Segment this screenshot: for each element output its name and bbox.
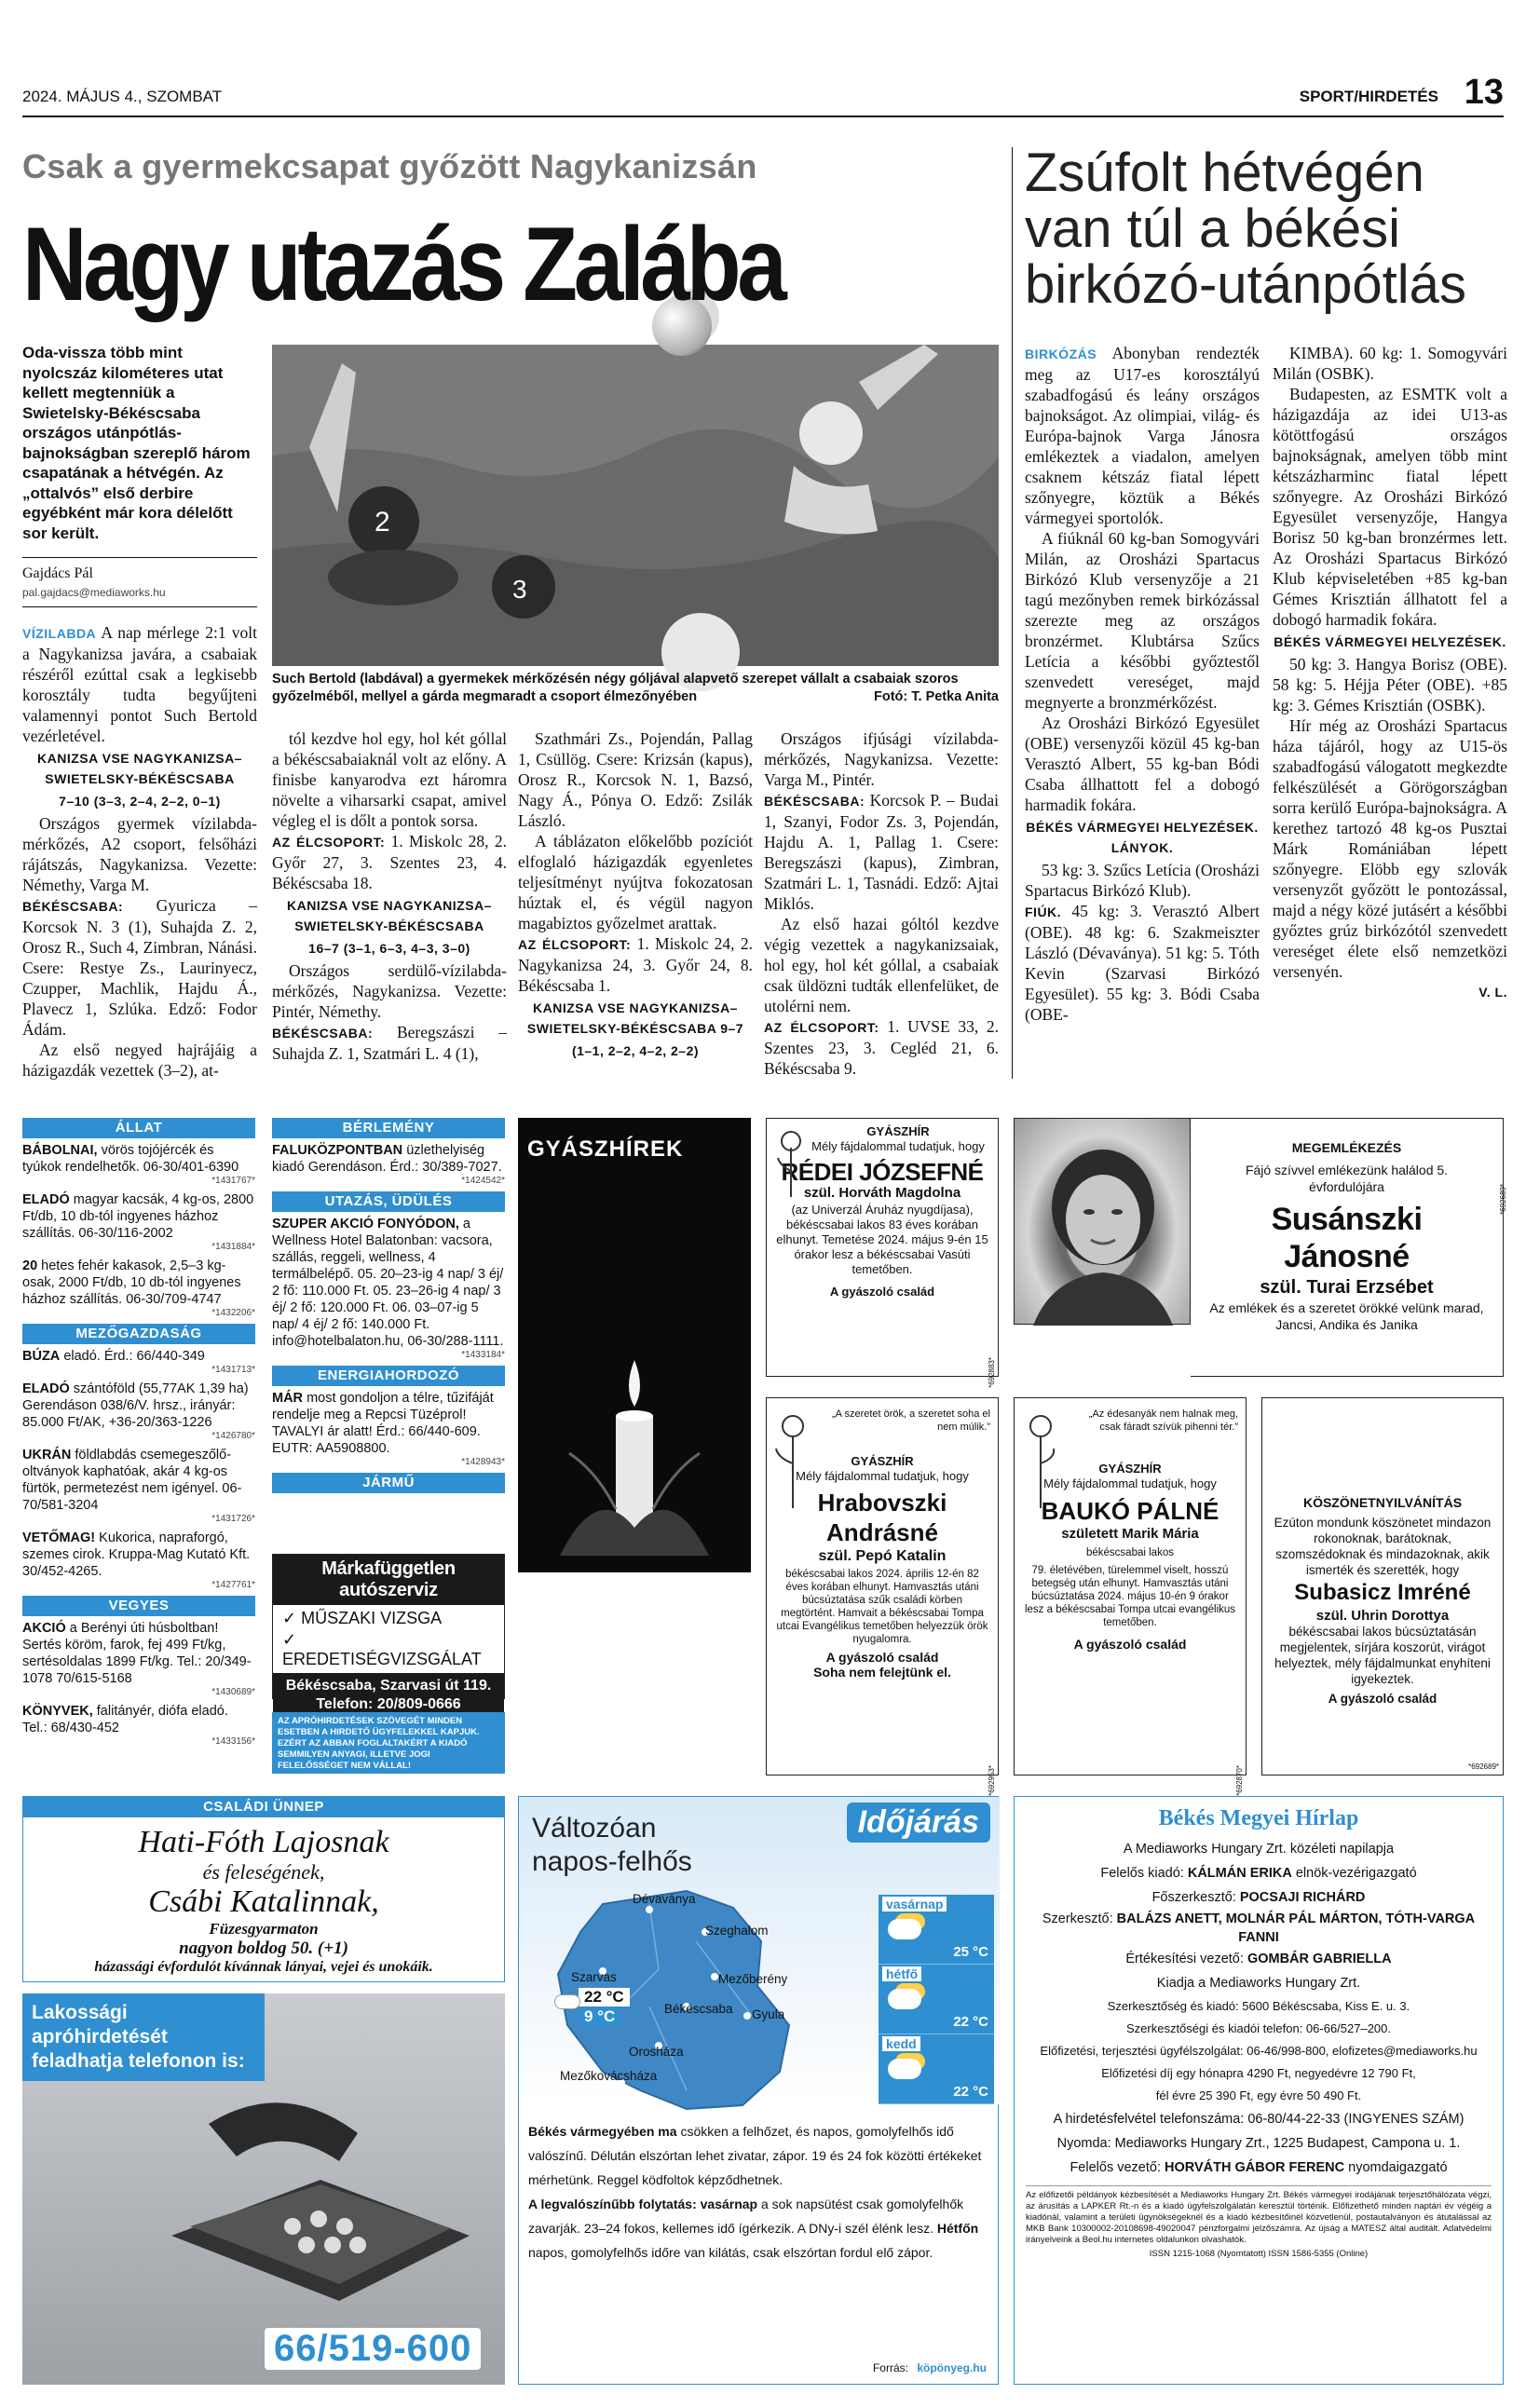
imprint-value: BALÁZS ANETT, MOLNÁR PÁL MÁRTON, TÓTH-VARGA FANNI [1116,1911,1476,1945]
imprint-key: Felelős vezető: [1070,2160,1161,2175]
weather-box [518,1796,999,2385]
rose-icon [772,1408,810,1510]
classified-ad-text: a Wellness Hotel Balatonban: vacsora, szállás, reggeli, wellness, 4 termálbelépő. 05. 20–23-ig 4 nap/ 3 éj/ 2 fő: 110.000 Ft. 05. 23–26-ig 4 nap/ 3 éj/ 2 fő: 120.000 Ft. 06. 03–07-ig 5 nap/ 4 éj/ 2 fő: 140.000 Ft. info@hotelbalaton.hu, 06-30/288-1111. [272,1217,504,1349]
classified-disclaimer: AZ APRÓHIRDETÉSEK SZÖVEGÉT MINDEN ESETBEN A HIRDETŐ ÜGYFELEKKEL KAPJUK. EZÉRT AZ ABBAN FOGLALTAKÉRT A KIADÓ SEMMILYEN ANYAGI, ILLETVE JOGI FELELŐSSÉGET NEM VÁLLAL! [272,1712,505,1774]
thanks-content [1262,1398,1503,1707]
paragraph-lead: BIRKÓZÁS [1025,347,1097,361]
forecast-temp: 25 °C [953,1944,988,1960]
classified-ad-text: magyar kacsák, 4 kg-os, 2800 Ft/db, 10 db-tól ingyenes házhoz szállítás. 06-30/116-2002 [22,1192,254,1241]
redei-code: *692883* [988,1357,996,1388]
redei-name: RÉDEI JÓZSEFNÉ [781,1158,984,1186]
svg-text:2: 2 [375,507,390,537]
result-heading: KANIZSA VSE NAGYKANIZSA– SWIETELSKY-BÉKÉSCSABA 9–7 [526,1000,744,1036]
paragraph [764,914,999,1016]
paragraph [1273,343,1507,384]
hrab-head: GYÁSZHÍR [851,1454,914,1468]
car-ad-item-2: ✓ EREDETISÉGVIZSGÁLAT [282,1630,482,1668]
imprint-value: HORVÁTH GÁBOR FERENC [1165,2160,1345,2175]
imprint-box [1014,1796,1504,2385]
candle-icon [541,1341,728,1565]
weather-title: Időjárás [847,1803,990,1843]
result-heading: 7–10 (3–3, 2–4, 2–2, 0–1) [59,794,221,809]
car-ad-title: Márkafüggetlen autószerviz [273,1555,504,1605]
paragraph-text: tól kezdve hol egy, hol két góllal a békéscsabaiaknál volt az előny. A finisbe kanyarodva ezt háromra növelte a viharsarki csapat, amivel végleg el is dőlt a pontok sorsa. [272,729,507,830]
classified-ad [272,1216,505,1350]
photo-credit: Fotó: T. Petka Anita [874,689,999,704]
classified-ad-lead: KÖNYVEK, [22,1704,93,1719]
imprint-key: Főszerkesztő: [1151,1890,1236,1905]
imprint-key: Szerkesztő: [1042,1911,1113,1926]
imprint-role: elnök-vezérigazgató [1295,1866,1417,1881]
classified-ad [22,1620,255,1687]
classifieds-col-1 [22,1118,255,1752]
paragraph [764,728,999,790]
car-ad-contact [273,1673,504,1718]
thanks-maiden: szül. Uhrin Dorottya [1315,1608,1450,1624]
imprint-line: Nyomda: Mediaworks Hungary Zrt., 1225 Budapest, Campona u. 1. [1056,2136,1461,2151]
memorial-maiden: szül. Turai Erzsébet [1260,1277,1434,1298]
classified-ad-lead: BÁBOLNAI, [22,1143,98,1158]
classified-ad [22,1191,255,1242]
classified-ad [22,1142,255,1176]
paragraph [1025,860,1260,901]
forecast-day-label: kedd [882,2036,920,2051]
paragraph [22,813,257,895]
thanks-body: békéscsabai lakos búcsúztatásán megjelentek, sírjára koszorút, virágot helyeztek, mély fájdalmunkat enyhíteni igyekeztek. [1274,1625,1491,1686]
partly-cloudy-icon [888,1989,921,2009]
classified-ad-text: falitányér, diófa eladó. Tel.: 68/430-452 [22,1704,228,1735]
imprint-value: GOMBÁR GABRIELLA [1247,1952,1392,1966]
classified-category: ÁLLAT [22,1118,255,1138]
article-kicker: Csak a gyermekcsapat győzött Nagykanizsán [22,147,757,185]
rose-icon [1020,1408,1057,1510]
forecast-panel [879,1895,994,2104]
paragraph-text: 1. UVSE 33, 2. Szentes 23, 3. Cegléd 21, 6. Békéscsaba 9. [764,1017,1000,1078]
thanks-head: KÖSZÖNETNYILVÁNÍTÁS [1302,1495,1463,1510]
classified-category: MEZŐGAZDASÁG [22,1324,255,1344]
paragraph-text: 1. Miskolc 24, 2. Nagykanizsa 24, 3. Győr 24, 8. Békéscsaba 1. [518,934,754,995]
forecast-day [879,1895,994,1965]
classified-ad-code: *1426780* [211,1431,255,1441]
imprint-line [1026,1861,1492,1885]
paragraph-lead: BÉKÉSCSABA: [272,1026,374,1041]
memorial-head: MEGEMLÉKEZÉS [1291,1140,1402,1155]
bauko-code: *692870* [1235,1765,1244,1796]
car-ad-address: Békéscsaba, Szarvasi út 119. [285,1678,492,1694]
imprint-line: Kiadja a Mediaworks Hungary Zrt. [1156,1976,1361,1991]
paragraph-text: Az Orosházi Birkózó Egyesület (OBE) versenyzői közül 45 kg-ban Verasztó Albert, 55 kg-ban Bódi Csaba állhattott fel a dobogó harmadik fokára. [1025,714,1260,814]
classified-ad-code: *1433184* [461,1350,505,1360]
imprint-line: Előfizetési díj egy hónapra 4290 Ft, negyedévre 12 790 Ft, [1101,2066,1416,2080]
wrestling-column-2 [1273,343,1507,1002]
paragraph-text: 50 kg: 3. Hangya Borisz (OBE). 58 kg: 5. Héjja Péter (OBE). +85 kg: 3. Gémes Krisztián (OSBK). [1273,655,1507,714]
weather-text [528,2119,990,2265]
classified-ad-text: üzlethelyiség kiadó Gerendáson. Érd.: 30/389-7027. [272,1143,502,1175]
classifieds-col-2 [272,1118,505,1497]
forecast-temp: 22 °C [953,2084,988,2100]
bauko-intro: Mély fájdalommal tudatjuk, hogy [1043,1476,1217,1490]
classified-ad-code: *1431713* [211,1365,255,1375]
bauko-body: 79. életévében, türelemmel viselt, hosszú betegség után elhunyt. Hamvasztás utáni búcsúztatása 2024. május 10-én 9 órakor lesz a békéscsabai Tompa utcai evangélikus temetőben. [1024,1565,1236,1628]
article-lead: Oda-vissza több mint nyolcszáz kilométeres utat kellett megtenniük a Swietelsky-Békéscsaba országos utánpótlás-bajnokságban szereplő három csapatának a hétvégén. Az „ottalvós” első derbire egyébként már kora délelőtt sor került. [22,344,251,542]
classified-ad-code: *1428943* [461,1457,505,1467]
paragraph [1025,343,1260,528]
weather-cloud-icon [554,1994,580,2009]
svg-text:3: 3 [512,575,527,604]
paragraph-text: Abonyban rendezték meg az U17-es korosztályú szabadfogású és leány országos bajnokságot. Az olimpiai, világ- és Európa-bajnok Varga Jánosra emlékeztek a viadalon, amelyen csaknem kétszáz fiatal lépett szőnyegre, köztük a Békés vármegyei sportolók. [1025,344,1260,527]
classified-ad-text: hetes fehér kakasok, 2,5–3 kg-osak, 2000 Ft/db, 10 db-tól ingyenes házhoz szállítás. 06-30/709-4747 [22,1258,241,1307]
person-icon [1015,1119,1192,1326]
classified-ad [22,1381,255,1431]
paragraph [1025,713,1260,815]
memorial-code: *692689* [1499,1184,1507,1215]
imprint-line [1026,1947,1492,1971]
paragraph-text: 1. Miskolc 28, 2. Győr 27, 3. Szentes 23, 4. Békéscsaba 18. [272,832,508,892]
imprint-key: Értékesítési vezető: [1125,1952,1244,1966]
classified-ad-code: *1424542* [461,1176,505,1186]
paragraph-lead: FIÚK. [1025,905,1062,919]
bauko-sign: A gyászoló család [1073,1637,1187,1652]
classified-ad-code: *1432206* [211,1308,255,1318]
classified-ad [272,1390,505,1457]
paragraph [272,831,507,893]
paragraph-lead: VÍZILABDA [22,626,97,641]
classified-category: JÁRMŰ [272,1473,505,1493]
classified-ad-text: eladó. Érd.: 66/440-349 [63,1349,205,1364]
photo-caption [272,671,999,706]
paragraph-text: Korcsok P. – Budai 1, Szanyi, Fodor Zs. 3, Pojendán, Hajdu A. 1, Pallag 1. Csere: Beregszászi (kapus), Zimbran, Szatmári L. 1, Tasnádi. Edző: Ajtai Miklós. [764,791,1000,913]
paragraph-text: 53 kg: 3. Szűcs Letícia (Orosházi Spartacus Birkózó Klub). [1025,861,1260,900]
classified-category: UTAZÁS, ÜDÜLÉS [272,1191,505,1212]
classified-ad-lead: BÚZA [22,1349,61,1364]
article-headline: Nagy utazás Zalába [22,206,783,322]
thanks-name: Subasicz Imréné [1294,1580,1471,1605]
paragraph-text: Az első negyed hajrájáig a házigazdák vezettek (3–2), at- [22,1041,257,1080]
result-heading: 16–7 (3–1, 6–3, 4–3, 3–0) [308,941,470,956]
paragraph-text: Beregszászi – Suhajda Z. 1, Szatmári L. 4 (1), [272,1023,507,1063]
imprint-value: KÁLMÁN ERIKA [1187,1866,1292,1881]
classified-category: VEGYES [22,1596,255,1616]
thanks-intro: Ezúton mondunk köszönetet mindazon rokonoknak, barátoknak, szomszédoknak és mindazoknak, akik ismerték és szerették, hogy [1274,1516,1492,1577]
telephone-icon [153,2068,488,2310]
classified-ad-code: *1431884* [211,1242,255,1252]
wp-column-3 [518,728,753,1063]
paragraph-text: Országos ifjúsági vízilabda-mérkőzés, Nagykanizsa. Vezette: Varga M., Pintér. [764,729,999,789]
classified-ad-lead: UKRÁN [22,1448,72,1462]
hrab-body: békéscsabai lakos 2024. április 12-én 82 éves korában elhunyt. Hamvasztás utáni búcsúztatása szűk családi körben megtörtént. Hamvait a békéscsabai Tompa utcai Evangélikus temetőben helyezzük örök nyugalomra. [776,1569,988,1645]
town-szarvas: Szarvas [571,1970,617,1984]
classified-ad [272,1142,505,1176]
wt-text-2: a sok napsütést csak gomolyfelhők zavarják. 23–24 fokos, kellemes idő ígérkezik. A DNy-i szél élénk lesz. [528,2197,964,2236]
wrestling-divider [1012,147,1013,1079]
classified-ad-text: szántóföld (55,77AK 1,39 ha) Gerendáson 038/6/V. hrsz., irányár: 85.000 Ft/AK, +36-20/363-1226 [22,1381,249,1430]
forecast-day [879,1965,994,2034]
result-heading: KANIZSA VSE NAGYKANIZSA– SWIETELSKY-BÉKÉSCSABA [37,751,242,786]
paragraph-text: 45 kg: 3. Verasztó Albert (OBE). 48 kg: 6. Szakmeiszter László (Dévaványa). 51 kg: 5. Tóth Kevin (Szarvasi Birkózó Egyesület). 55 kg: 3. Bódi Csaba (OBE- [1025,902,1260,1024]
classified-ad-lead: AKCIÓ [22,1621,66,1636]
partly-cloudy-icon [888,2059,921,2079]
classified-ad-lead: ELADÓ [22,1192,70,1207]
classified-ad-code: *1431767* [211,1176,255,1186]
paragraph-text: A nap mérlege 2:1 volt a Nagykanizsa javára, a csabaiak részéről ezúttal csak a legkisebb korosztály tudta begyűjteni valamennyi pontot Such Bertold vezérletével. [22,623,257,745]
paragraph [1273,715,1507,982]
result-heading: BÉKÉS VÁRMEGYEI HELYEZÉSEK. LÁNYOK. [1026,820,1259,855]
memorial-susanszki [1191,1118,1507,1377]
source-label: Forrás: [872,2361,908,2374]
weather-max: 22 °C [579,1988,630,2007]
classified-ad-text: vörös tojójércék és tyúkok rendelhetők. 06-30/401-6390 [22,1143,239,1175]
author-email: pal.gajdacs@mediaworks.hu [22,586,257,607]
phone-ad-number: 66/519-600 [265,2328,481,2370]
hrab-name-1: Hrabovszki [817,1489,947,1517]
hrab-intro: Mély fájdalommal tudatjuk, hogy [796,1469,969,1483]
classified-ad-lead: 20 [22,1258,38,1273]
forecast-temp: 22 °C [953,2014,988,2030]
classified-ad-lead: VETŐMAG! [22,1531,96,1545]
paragraph-text: Országos gyermek vízilabda-mérkőzés, A2 csoport, felsőházi rájátszás, Nagykanizsa. Vezette: Némethy, Varga M. [22,814,257,894]
imprint-value: POCSAJI RICHÁRD [1239,1890,1366,1905]
partly-cloudy-icon [888,1919,921,1939]
classified-ad-code: *1430689* [211,1687,255,1697]
paragraph-lead: BÉKÉSCSABA: [764,794,865,809]
town-szeghalom: Szeghalom [705,1924,769,1938]
paragraph [764,1016,999,1079]
paragraph [1025,528,1260,713]
wt-lead-2b: vasárnap [700,2197,758,2211]
town-devavanya: Dévaványa [633,1892,696,1906]
wt-lead-2: A legvalószínűbb folytatás: [528,2197,697,2211]
car-ad-item-1: ✓ MŰSZAKI VIZSGA [282,1609,443,1627]
source-name[interactable]: köpönyeg.hu [917,2361,987,2374]
obituary-banner [518,1118,751,1572]
imprint-line: Szerkesztőségi és kiadói telefon: 06-66/527–200. [1125,2021,1392,2035]
article-signature: V. L. [1478,985,1507,1000]
paragraph [22,1040,257,1081]
paragraph-text: KIMBA). 60 kg: 1. Somogyvári Milán (OSBK). [1273,344,1507,383]
thanks-subasicz [1261,1397,1504,1775]
imprint-line: fél évre 25 390 Ft, egy évre 50 490 Ft. [1155,2088,1362,2102]
wt-lead-1: Békés vármegyében ma [528,2124,677,2139]
hrab-code: *692953* [988,1765,996,1796]
paragraph-text: Szathmári Zs., Pojendán, Pallag 1, Csüllög. Csere: Krizsán (kapus), Orosz R., Korcsok N. 1, Bazsó, Nagy Á., Pónya O. Edző: Zsilák László. [518,729,753,830]
forecast-day [879,2034,994,2104]
paragraph [272,1022,507,1064]
obituary-redei [766,1118,999,1388]
classified-ad-code: *1427761* [211,1580,255,1590]
paragraph [518,933,753,996]
classified-ad-text: a Berényi úti húsboltban! Sertés köröm, farok, fej 499 Ft/kg, sertésoldalas 1899 Ft/kg. Tel.: 20/349-1078 70/615-5168 [22,1621,252,1686]
imprint-line: A Mediaworks Hungary Zrt. közéleti napilapja [1123,1842,1395,1857]
classified-ad-code: *1431726* [211,1514,255,1524]
weather-source [873,2361,987,2374]
paragraph [764,790,999,914]
imprint-line [1026,1885,1492,1910]
town-gyula: Gyula [752,2007,785,2021]
classified-ad-lead: ELADÓ [22,1381,70,1396]
imprint-line: Előfizetési, terjesztési ügyfélszolgálat: 06-46/998-800, elofizetes@mediaworks.hu [1040,2044,1478,2058]
classified-ad [22,1703,255,1736]
phone-ad-text: Lakossági apróhirdetését feladhatja telefonon is: [22,1993,265,2081]
imprint-line: A hirdetésfelvétel telefonszáma: 06-80/44-22-33 (INGYENES SZÁM) [1053,2112,1465,2127]
wrestling-column-1 [1025,343,1260,1025]
author-name: Gajdács Pál [22,565,93,581]
paragraph [1025,901,1260,1025]
town-mezobereny: Mezőberény [718,1972,788,1986]
hrab-quote: „A szeretet örök, a szeretet soha el nem múlik.” [832,1408,990,1433]
gyaszhirek-label: GYÁSZHÍREK [527,1136,684,1162]
wrestling-headline: Zsúfolt hétvégén van túl a békési birkózó-utánpótlás [1025,143,1466,315]
paper-name: Békés Megyei Hírlap [1158,1806,1359,1830]
hrab-name-2: Andrásné [826,1518,938,1546]
imprint-key: Felelős kiadó: [1100,1866,1184,1881]
wt-text-1: csökken a felhőzet, és napos, gomolyfelhős idő valószínű. Délután elszórtan lehet zivatar, zápor. 19 és 24 fok közötti értékeket mérhetünk. Reggel ködfoltok képződhetnek. [528,2124,982,2187]
classified-ad-text: Kukorica, napraforgó, szemes cirok. Kruppa-Mag Kutató Kft. 30/452-4265. [22,1531,251,1579]
weather-min: 9 °C [579,2007,620,2026]
redei-intro: Mély fájdalommal tudatjuk, hogy [811,1139,985,1153]
paragraph-lead: BÉKÉSCSABA: [22,899,124,914]
paragraph-lead: AZ ÉLCSOPORT: [272,835,386,850]
wt-text-3: napos, gomolyfelhős időre van kilátás, csak elszórtan fordul elő zápor. [528,2245,933,2260]
redei-maiden: szül. Horváth Magdolna [803,1185,961,1201]
classified-category: ENERGIAHORDOZÓ [272,1366,505,1386]
photo-illustration [272,345,999,666]
rose-icon [772,1124,810,1199]
paragraph-text: Hír még az Orosházi Spartacus háza tájáról, hogy az U15-ös szabadfogású válogatott megkezdte felkészülését a Görögországban sorra kerülő Európa-bajnokságra. A kerethez tartozó 48 kg-os Pusztai Márk Romániában lépett szőnyegre. Elöbb egy szlovák versenyzőt győzött le pontozással, majd a négy közé jutásért a későbbi győztes grúz birkózótól szenvedett vereséget élete első nemzetközi versenyén. [1273,716,1507,981]
bauko-head: GYÁSZHÍR [1098,1462,1162,1476]
paragraph-text: Budapesten, az ESMTK volt a házigazdája az idei U13-as kötöttfogású országos bajnokságnak, amelyen több mint kétszázharminc fiatal lépett szőnyegre. Az Orosházi Birkózó Egyesület versenyzője, Hangya Borisz 50 kg-ban bronzérmes lett. Az Orosházi Spartacus Birkózó Klub képviseletében +85 kg-ban Gémes Krisztián állhatott fel a dobogó harmadik fokára. [1273,385,1507,629]
forecast-day-label: vasárnap [882,1897,947,1911]
bauko-maiden: született Marik Mária [1061,1526,1199,1542]
author-block [22,557,257,607]
town-mezokovacshaza: Mezőkovácsháza [560,2069,658,2083]
thanks-code: *692689* [1468,1762,1499,1771]
imprint-small: Az előfizetői példányok kézbesítését a Mediaworks Hungary Zrt. Békés vármegyei irodájának terjesztőhálózata végzi, az árusítás a LAPKER Rt.-n és a kiadó ügyfelszolgálatán keresztül történik. Előfizethető minden naptári év végéig a kiadónál, valamint a területi ügynökségeknél és a kiadó kézbesítőinél közvetlenül, postautalványon és átutalással az MKB Bank 10300002-20108698-49020047 pénzforgalmi jelzőszámra. Az újság a MATESZ által auditált. Adatvédelmi irányelveink a Beol.hu internetes oldalunkon olvashatók. [1026,2185,1492,2246]
paragraph [1273,384,1507,630]
classified-ad [22,1530,255,1580]
town-bekescsaba: Békéscsaba [664,2002,733,2016]
classified-ad [22,1447,255,1514]
car-ad-phone: Telefon: 20/809-0666 [316,1696,461,1712]
family-body [23,1817,504,1976]
paragraph-text: Az első hazai góltól kezdve végig vezettek a nagykanizsaiak, hol egy, hol két góllal, a csabaiak csak üldözni tudták ellenfelüket, de utolérni nem. [764,915,999,1015]
paragraph [1273,654,1507,715]
wt-lead-3: Hétfőn [936,2221,979,2236]
obituary-hrabovszki [766,1397,999,1796]
imprint-lines [1026,1837,1492,2180]
classified-ad [22,1258,255,1308]
issue-date: 2024. MÁJUS 4., SZOMBAT [22,88,223,105]
portrait-photo [1014,1118,1191,1325]
memorial-body: Az emlékek és a szeretet örökké velünk marad, Jancsi, Andika és Janika [1209,1300,1484,1332]
imprint-line [1026,2156,1492,2180]
family-celebration [22,1796,505,1982]
bauko-residence: békéscsabai lakos [1086,1547,1174,1558]
classified-category: BÉRLEMÉNY [272,1118,505,1138]
town-oroshaza: Orosháza [629,2045,684,2059]
redei-sign: A gyászoló család [829,1285,935,1299]
paragraph [22,895,257,1040]
family-line-1: nagyon boldog 50. (+1) [179,1939,348,1958]
paragraph-text: Gyuricza – Korcsok N. 3 (1), Suhajda Z. 2, Orosz R., Such 4, Zimbran, Nánási. Csere: Restye Zs., Laurinyecz, Czupper, Machlik, Hajdu Á., Plavecz 1, Szlúka. Edző: Fodor Ádám. [22,896,257,1039]
page-header [22,73,1504,117]
memorial-name-2: Jánosné [1284,1239,1410,1274]
bauko-name: BAUKÓ PÁLNÉ [1041,1497,1219,1525]
paragraph-lead: AZ ÉLCSOPORT: [518,937,632,952]
phone-ad [22,1993,505,2385]
classified-ad-lead: SZUPER AKCIÓ FONYÓDON, [272,1217,459,1231]
imprint-role: nyomdaigazgató [1348,2160,1448,2175]
classified-ad-text: földlabdás csemegeszőlő-oltványok kaphatóak, akár 4 kg-os fürtök, permetezést nem igényel. 06-70/581-3204 [22,1448,242,1513]
wp-column-4 [764,728,999,1079]
obituary-bauko [1014,1397,1247,1796]
water-polo-photo [272,345,999,666]
family-head: CSALÁDI ÜNNEP [23,1797,504,1817]
paragraph-lead: AZ ÉLCSOPORT: [764,1020,879,1035]
redei-head: GYÁSZHÍR [866,1124,930,1138]
imprint-issn: ISSN 1215-1068 (Nyomtatott) ISSN 1586-5355 (Online) [1149,2249,1369,2259]
result-heading: KANIZSA VSE NAGYKANIZSA– SWIETELSKY-BÉKÉSCSABA [287,898,492,933]
family-line-2: házassági évfordulót kívánnak lányai, vejei és unokáik. [94,1959,433,1975]
memorial-name-1: Susánszki [1271,1202,1423,1237]
paragraph [272,960,507,1022]
family-name-1: Hati-Fóth Lajosnak [138,1825,389,1859]
caption-text: Such Bertold (labdával) a gyermekek mérkőzésén négy góljával alapvető szerepet vállalt a csabaiak szoros győzelméből, mellyel a gárda megmaradt a csoport élmezőnyében [272,672,959,704]
classified-ad-lead: FALUKÖZPONTBAN [272,1143,403,1158]
page-number: 13 [1464,73,1504,112]
memorial-content [1191,1119,1503,1333]
hrab-maiden: szül. Pepó Katalin [818,1548,947,1564]
paragraph-text: A fiúknál 60 kg-ban Somogyvári Milán, az Orosházi Spartacus Birkózó Klub versenyzője a 21 tagú mezőnyben remek birkózással szerezte meg az országos bronzérmet. Klubtársa Szűcs Letícia a későbbi győztestől szenvedett vereséget, majd megnyerte a bronzmérkőzést. [1025,529,1260,712]
family-script-2: és feleségének, [202,1860,325,1884]
result-heading: (1–1, 2–2, 4–2, 2–2) [571,1043,700,1058]
hrab-sign-2: Soha nem felejtünk el. [813,1665,951,1680]
classified-ad-code: *1433156* [211,1736,255,1747]
paragraph-text: A táblázaton előkelőbb pozíciót elfoglaló házigazdák egyenletes teljesítményt nyújtva fokozatosan húztak el, és végül nagyon magabiztos győzelmet arattak. [518,832,753,932]
family-name-2: Csábi Katalinnak, [148,1884,379,1919]
paragraph [518,831,753,933]
redei-body: (az Univerzál Áruház nyugdíjasa), békéscsabai lakos 83 éves korában elhunyt. Temetése 2024. május 9-én 15 órakor lesz a békéscsabai Vasúti temetőben. [776,1203,988,1276]
wp-column-1 [22,622,257,1081]
result-heading: BÉKÉS VÁRMEGYEI HELYEZÉSEK. [1274,634,1506,649]
family-place: Füzesgyarmaton [209,1920,319,1938]
thanks-sign: A gyászoló család [1328,1692,1437,1706]
weather-subtitle: Változóan napos-felhős [532,1813,692,1877]
car-service-ad [272,1554,505,1712]
classified-ad [22,1348,255,1365]
imprint-line [1026,1910,1492,1947]
bauko-quote: „Az édesanyák nem halnak meg, csak fáradt szívük pihenni tér.” [1088,1408,1238,1433]
memorial-intro: Fájó szívvel emlékezünk halálod 5. évfordulójára [1245,1163,1449,1194]
paragraph [272,728,507,831]
imprint-line: Szerkesztőség és kiadó: 5600 Békéscsaba, Kiss E. u. 3. [1107,1999,1410,2013]
hrab-sign-1: A gyászoló család [825,1650,939,1665]
section-label: SPORT/HIRDETÉS [1299,88,1438,105]
paragraph [518,728,753,831]
classified-ad-lead: MÁR [272,1391,304,1406]
classified-ad-text: most gondoljon a télre, tűzifáját rendelje meg a Repcsi Tüzéprol! TAVALYI ár alatt! Érd.: 66/440-609. EUTR: AA5908800. [272,1391,494,1456]
forecast-day-label: hétfő [882,1966,921,1981]
wp-column-2 [272,728,507,1064]
paragraph-text: Országos serdülő-vízilabda-mérkőzés, Nagykanizsa. Vezette: Pintér, Némethy. [272,961,507,1021]
paragraph [22,622,257,746]
